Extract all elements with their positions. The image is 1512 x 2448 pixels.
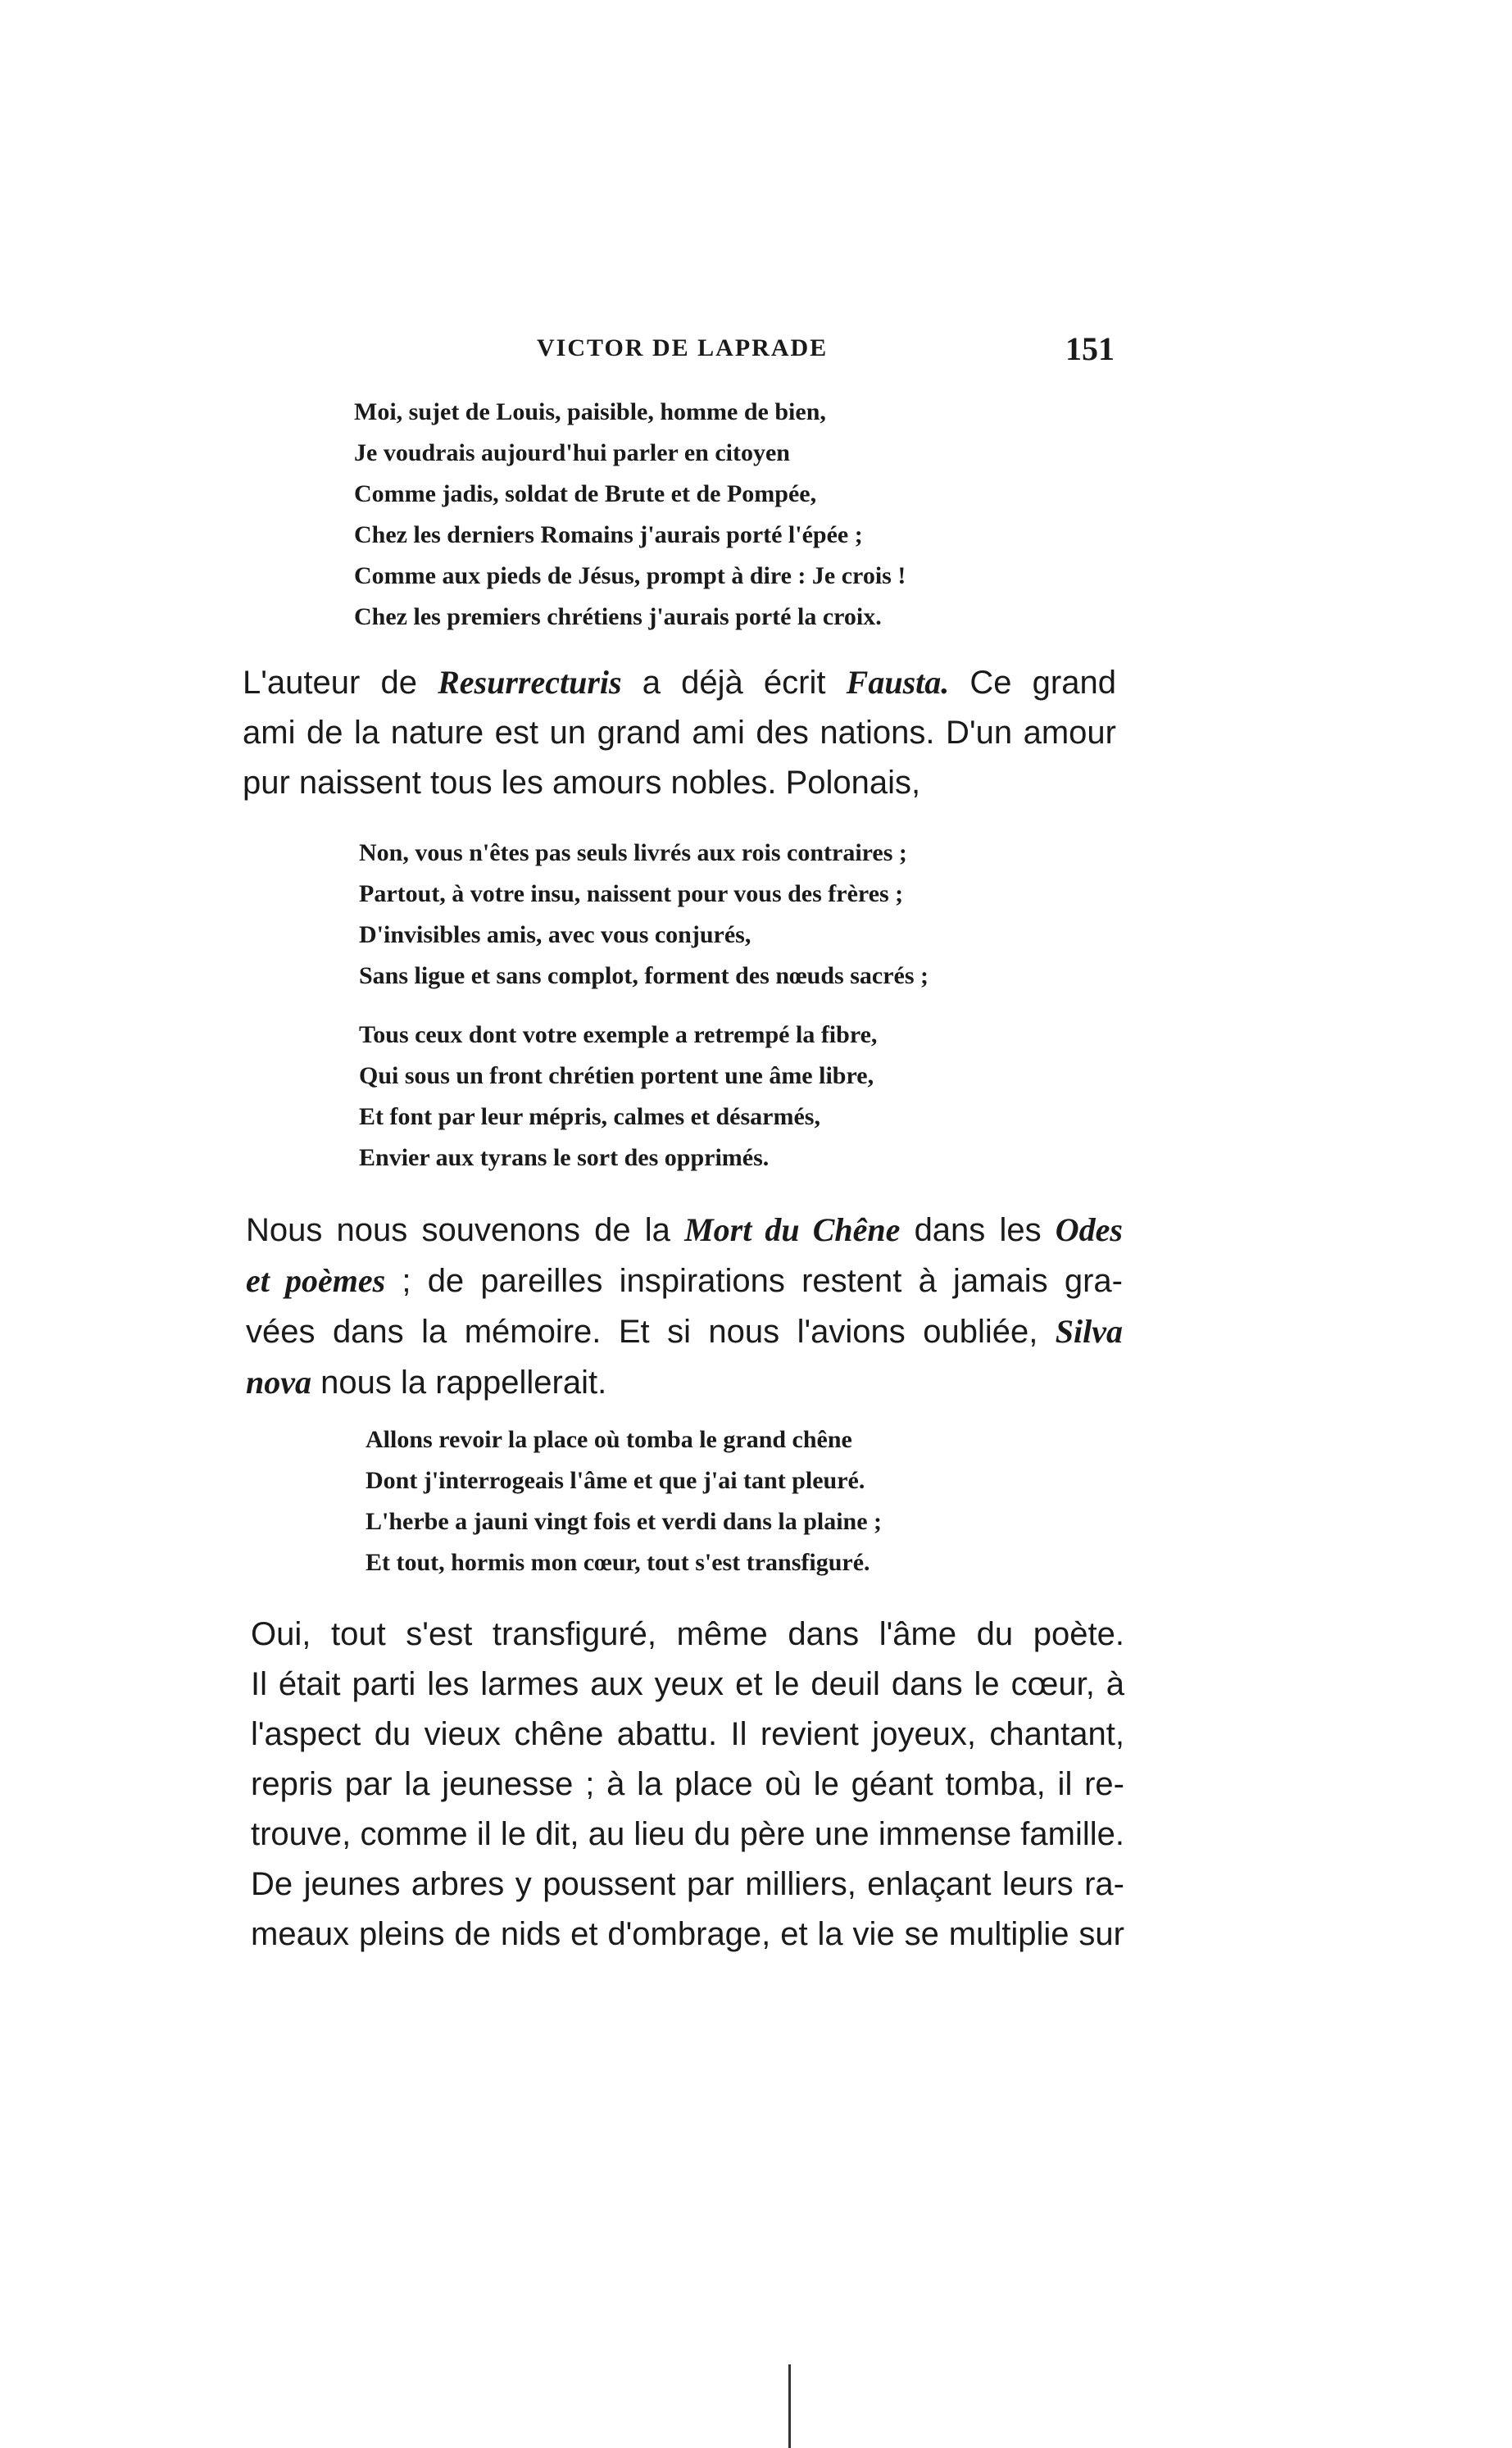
prose-line: vées dans la mémoire. Et si nous l'avions oubliée, Silva	[246, 1313, 1123, 1350]
verse-line: Allons revoir la place où tomba le grand chêne	[366, 1426, 852, 1453]
verse-line: L'herbe a jauni vingt fois et verdi dans la plaine ;	[366, 1508, 883, 1535]
title-silva: Silva	[1055, 1313, 1123, 1350]
title-resurrecturis: Resurrecturis	[438, 664, 622, 701]
paragraph-2	[246, 1205, 1123, 1408]
verse-line: Je voudrais aujourd'hui parler en citoyen	[354, 439, 790, 466]
verse-line: Et font par leur mépris, calmes et désarmés,	[359, 1103, 820, 1130]
verse-line: Comme aux pieds de Jésus, prompt à dire : Je crois !	[354, 562, 906, 589]
verse-stanza-1	[354, 392, 906, 638]
prose-line: nova nous la rappellerait.	[246, 1364, 607, 1401]
gutter-mark	[788, 2364, 791, 2448]
verse-line: Sans ligue et sans complot, forment des nœuds sacrés ;	[359, 962, 929, 989]
verse-line: Dont j'interrogeais l'âme et que j'ai tant pleuré.	[366, 1467, 865, 1494]
page-number: 151	[1065, 330, 1115, 367]
prose-line: De jeunes arbres y poussent par milliers, enlaçant leurs ra-	[251, 1866, 1124, 1902]
verse-line: Partout, à votre insu, naissent pour vous des frères ;	[359, 880, 904, 907]
running-head	[246, 330, 1115, 384]
prose-line: Nous nous souvenons de la Mort du Chêne dans les Odes	[246, 1211, 1123, 1248]
verse-line: Envier aux tyrans le sort des opprimés.	[359, 1144, 770, 1171]
title-et-poemes: et poèmes	[246, 1262, 386, 1299]
prose-line: meaux pleins de nids et d'ombrage, et la vie se multiplie sur	[251, 1916, 1124, 1952]
verse-line: Chez les derniers Romains j'aurais porté l'épée ;	[354, 521, 863, 548]
verse-line: Qui sous un front chrétien portent une âme libre,	[359, 1062, 874, 1089]
verse-line: D'invisibles amis, avec vous conjurés,	[359, 921, 751, 948]
prose-line: L'auteur de Resurrecturis a déjà écrit Fausta. Ce grand	[243, 664, 1116, 701]
verse-line: Non, vous n'êtes pas seuls livrés aux rois contraires ;	[359, 839, 907, 866]
prose-line: trouve, comme il le dit, au lieu du père une immense famille.	[251, 1816, 1124, 1852]
prose-line: l'aspect du vieux chêne abattu. Il revient joyeux, chantant,	[251, 1716, 1124, 1752]
title-mort-du-chene: Mort du Chêne	[684, 1211, 901, 1248]
verse-line: Moi, sujet de Louis, paisible, homme de bien,	[354, 398, 826, 425]
prose-line: pur naissent tous les amours nobles. Polonais,	[243, 765, 921, 801]
title-odes: Odes	[1055, 1211, 1123, 1248]
verse-stanza-2	[359, 833, 929, 997]
verse-line: Chez les premiers chrétiens j'aurais porté la croix.	[354, 603, 882, 630]
prose-line: Oui, tout s'est transfiguré, même dans l'âme du poète.	[251, 1616, 1124, 1652]
title-fausta: Fausta.	[846, 664, 950, 701]
prose-line: ami de la nature est un grand ami des nations. D'un amour	[243, 715, 1116, 751]
title-nova: nova	[246, 1364, 311, 1401]
verse-stanza-4	[366, 1419, 882, 1583]
paragraph-3	[251, 1610, 1124, 1960]
running-title: VICTOR DE LAPRADE	[537, 334, 829, 361]
prose-line: repris par la jeunesse ; à la place où le géant tomba, il re-	[251, 1766, 1124, 1802]
paragraph-1	[243, 657, 1116, 808]
prose-line: et poèmes ; de pareilles inspirations restent à jamais gra-	[246, 1262, 1123, 1299]
verse-line: Et tout, hormis mon cœur, tout s'est transfiguré.	[366, 1549, 870, 1576]
verse-line: Tous ceux dont votre exemple a retrempé la fibre,	[359, 1021, 878, 1048]
verse-line: Comme jadis, soldat de Brute et de Pompée,	[354, 480, 817, 507]
prose-line: Il était parti les larmes aux yeux et le deuil dans le cœur, à	[251, 1666, 1124, 1702]
verse-stanza-3	[359, 1015, 877, 1179]
